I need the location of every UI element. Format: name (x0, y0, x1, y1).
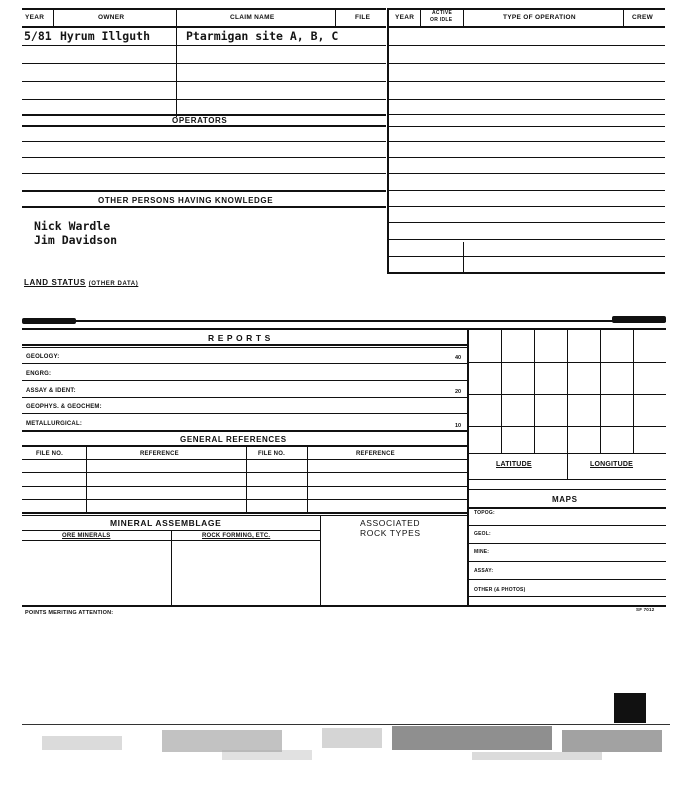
ore-minerals-header: ORE MINERALS (62, 533, 111, 539)
maps-title: MAPS (552, 495, 578, 504)
col-header-file: FILE (355, 14, 371, 21)
gen-ref-col-file-no-2: FILE NO. (258, 451, 285, 457)
report-number-assay: 20 (455, 389, 462, 395)
col-header-owner: OWNER (98, 14, 125, 21)
associated-label: ASSOCIATED (360, 518, 421, 528)
maps-row-geol: GEOL: (474, 531, 491, 537)
op-header-type: TYPE OF OPERATION (503, 14, 576, 21)
op-header-active: ACTIVE (432, 10, 453, 16)
rock-types-label: ROCK TYPES (360, 528, 421, 538)
maps-row-assay: ASSAY: (474, 568, 494, 574)
maps-row-other: OTHER (& PHOTOS) (474, 587, 526, 593)
report-label-assay: ASSAY & IDENT: (26, 388, 76, 394)
maps-row-mine: MINE: (474, 549, 490, 555)
operators-title: OPERATORS (172, 116, 228, 125)
other-person-1: Nick Wardle (34, 219, 111, 233)
report-number-geology: 40 (455, 355, 462, 361)
report-label-metallurgical: METALLURGICAL: (26, 421, 83, 427)
other-persons-title: OTHER PERSONS HAVING KNOWLEDGE (98, 196, 274, 205)
latitude-label: LATITUDE (496, 461, 532, 468)
report-number-metallurgical: 10 (455, 423, 462, 429)
report-label-geophys: GEOPHYS. & GEOCHEM: (26, 404, 102, 410)
other-person-2: Jim Davidson (34, 233, 118, 247)
scan-block (614, 693, 646, 723)
land-status-subtitle: (OTHER DATA) (88, 281, 139, 287)
op-header-year: YEAR (395, 14, 415, 21)
col-header-year: YEAR (25, 14, 45, 21)
mineral-assemblage-title: MINERAL ASSEMBLAGE (110, 518, 222, 528)
land-status-title (24, 278, 138, 287)
land-status-label: LAND STATUS (24, 278, 86, 287)
gen-ref-col-reference-1: REFERENCE (140, 451, 179, 457)
rock-forming-header: ROCK FORMING, ETC. (202, 533, 271, 539)
claim-row-owner: Hyrum Illguth (60, 29, 151, 43)
general-references-title: GENERAL REFERENCES (180, 435, 287, 444)
gen-ref-col-file-no-1: FILE NO. (36, 451, 63, 457)
op-header-crew: CREW (632, 14, 654, 21)
claim-row-name: Ptarmigan site A, B, C (186, 29, 339, 43)
maps-row-topog: TOPOG: (474, 510, 495, 516)
report-label-engrg: ENGRG: (26, 371, 52, 377)
gen-ref-col-reference-2: REFERENCE (356, 451, 395, 457)
scan-noise-strip (22, 720, 670, 770)
reports-title: R E P O R T S (208, 333, 271, 343)
report-label-geology: GEOLOGY: (26, 354, 60, 360)
points-meriting-attention: POINTS MERITING ATTENTION: (25, 610, 114, 616)
op-header-or-idle: OR IDLE (430, 17, 453, 23)
longitude-label: LONGITUDE (590, 461, 634, 468)
form-number: SF 7012 (636, 607, 655, 612)
col-header-claim-name: CLAIM NAME (230, 14, 275, 21)
claim-row-year: 5/81 (24, 29, 52, 43)
